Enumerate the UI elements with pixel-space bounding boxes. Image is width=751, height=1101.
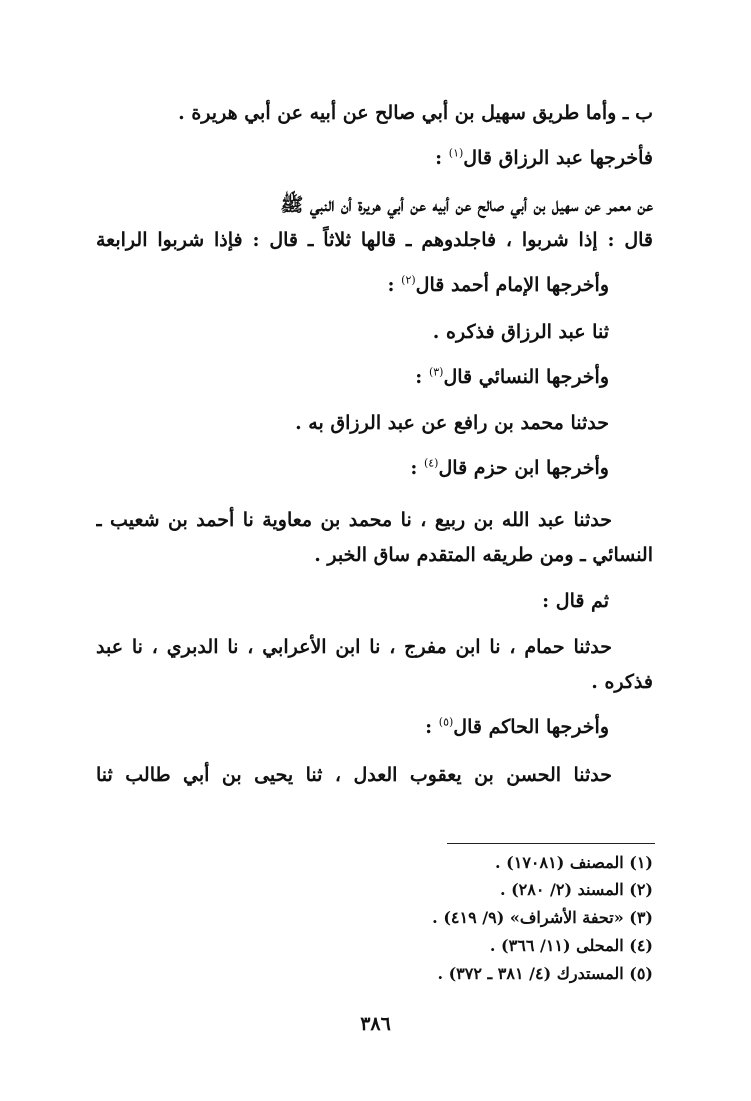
footnote-5: (٥) المستدرك (٤/ ٣٨١ ـ ٣٧٢) . [437,964,653,983]
footnote-divider [447,843,655,844]
colon: : [410,457,424,479]
body-line-7-text: وأخرجها النسائي قال [443,366,609,388]
body-line-2-text: فأخرجها عبد الرزاق قال [463,147,653,169]
colon: : [425,716,439,738]
body-line-9-text: وأخرجها ابن حزم قال [438,457,609,479]
body-line-10: حدثنا عبد الله بن ربيع ، نا محمد بن معاوية نا أحمد بن شعيب ـ [96,509,612,531]
footnote-ref-5: (٥) [438,715,454,729]
body-line-11: النسائي ـ ومن طريقه المتقدم ساق الخبر . [314,544,653,566]
body-line-16: حدثنا الحسن بن يعقوب العدل ، ثنا يحيى بن أبي طالب ثنا [96,764,612,786]
colon: : [435,147,449,169]
body-line-1: ب ـ وأما طريق سهيل بن أبي صالح عن أبيه عن أبي هريرة . [178,102,653,124]
body-line-6: ثنا عبد الرزاق فذكره . [432,321,609,343]
body-line-14: فذكره . [591,671,653,693]
body-line-2 [435,143,653,173]
footnote-ref-3: (٣) [428,365,444,379]
page-number: ٣٨٦ [360,1013,391,1035]
colon: : [415,366,429,388]
body-line-15 [425,712,609,742]
footnote-2: (٢) المسند (٢/ ٢٨٠) . [499,880,653,899]
body-line-9 [410,453,609,483]
colon: : [387,274,402,296]
body-line-15-text: وأخرجها الحاكم قال [453,716,609,738]
body-line-4: قال : إذا شربوا ، فاجلدوهم ـ قالها ثلاثاً ـ قال : فإذا شربوا الرابعة [96,229,653,251]
footnote-ref-1: (١) [448,146,464,160]
footnote-ref-4: (٤) [423,456,439,470]
body-line-5-text: وأخرجها الإمام أحمد قال [415,274,609,296]
footnote-1: (١) المصنف (١٧٠٨١) . [495,853,653,872]
footnote-ref-2: (٢) [401,273,416,287]
body-line-8: حدثنا محمد بن رافع عن عبد الرزاق به . [295,412,609,434]
footnote-3: (٣) «تحفة الأشراف» (٩/ ٤١٩) . [432,908,653,927]
footnote-4: (٤) المحلى (١١/ ٣٦٦) . [489,936,653,955]
body-line-12: ثم قال : [542,590,609,612]
body-line-3: عن معمر عن سهيل بن أبي صالح عن أبيه عن أبي هريرة أن النبي ﷺ [280,194,653,216]
body-line-13: حدثنا حمام ، نا ابن مفرج ، نا ابن الأعرابي ، نا الدبري ، نا عبد [96,636,612,658]
body-line-7 [415,362,609,392]
body-line-5 [388,270,609,300]
